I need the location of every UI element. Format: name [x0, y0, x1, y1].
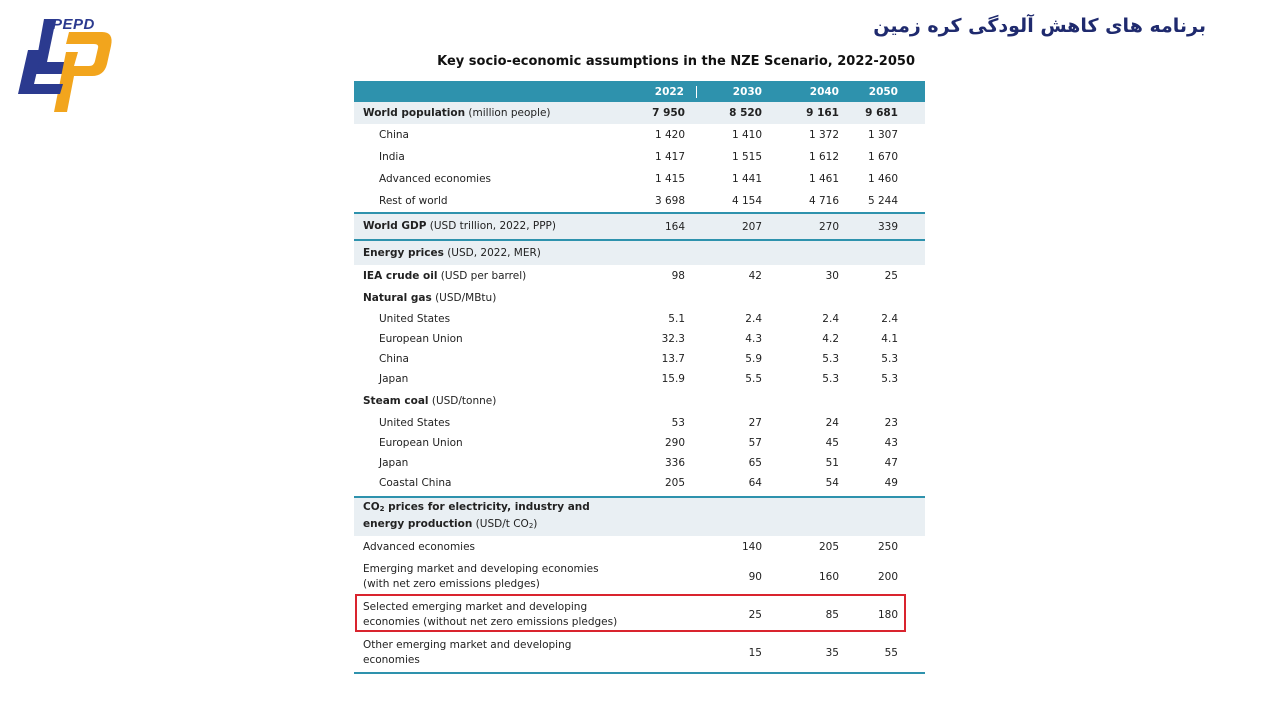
column-header: 2040 — [774, 86, 851, 98]
table-cell: 2.4 — [745, 313, 762, 325]
table-row — [354, 309, 925, 329]
table-cell: 1 307 — [867, 129, 898, 141]
table-cell: 85 — [825, 609, 839, 621]
table-cell: 2.4 — [822, 313, 839, 325]
table-cell: 1 441 — [731, 173, 762, 185]
table-cell: 24 — [825, 417, 839, 429]
table-row — [354, 190, 925, 212]
table-cell: 65 — [748, 457, 762, 469]
table-title: Key socio-economic assumptions in the NZE Scenario, 2022-2050 — [437, 54, 915, 69]
table-cell: 54 — [825, 477, 839, 489]
table-cell: 205 — [818, 541, 839, 553]
table-cell: 5.3 — [881, 373, 898, 385]
table-cell: 32.3 — [661, 333, 685, 345]
assumptions-table — [354, 81, 925, 674]
row-label: China — [379, 352, 409, 365]
row-label: Energy prices — [363, 246, 444, 259]
row-label: Rest of world — [379, 194, 448, 207]
row-unit: (USD per barrel) — [437, 269, 527, 282]
table-cell: 2.4 — [881, 313, 898, 325]
table-cell: 290 — [664, 437, 685, 449]
row-unit: (USD/MBtu) — [431, 291, 497, 304]
table-cell: 336 — [664, 457, 685, 469]
table-cell: 5 244 — [867, 195, 898, 207]
table-cell: 1 461 — [808, 173, 839, 185]
table-cell: 9 161 — [806, 107, 839, 119]
table-row — [354, 413, 925, 433]
row-label: IEA crude oil — [363, 269, 438, 282]
table-row — [354, 329, 925, 349]
row-unit-subscript: 2 — [528, 522, 534, 530]
column-header: 2030 — [697, 86, 774, 98]
table-cell: 43 — [884, 437, 898, 449]
table-cell: 57 — [748, 437, 762, 449]
table-cell: 4.2 — [822, 333, 839, 345]
table-cell: 1 670 — [867, 151, 898, 163]
table-cell: 160 — [818, 571, 839, 583]
table-cell: 1 515 — [731, 151, 762, 163]
table-cell: 164 — [664, 220, 685, 233]
table-cell: 49 — [884, 477, 898, 489]
table-cell: 5.1 — [668, 313, 685, 325]
table-row-natural-gas — [354, 287, 925, 309]
row-label: United States — [379, 312, 451, 325]
table-row — [354, 369, 925, 389]
table-cell: 1 612 — [808, 151, 839, 163]
table-cell: 5.3 — [881, 353, 898, 365]
column-header: 2022 — [620, 86, 697, 98]
table-row — [354, 634, 925, 674]
table-row-world-gdp — [354, 212, 925, 241]
row-unit: (USD trillion, 2022, PPP) — [426, 220, 556, 232]
table-cell: 1 417 — [654, 151, 685, 163]
table-cell: 180 — [877, 609, 898, 621]
table-row — [354, 146, 925, 168]
table-row — [354, 536, 925, 558]
table-cell: 1 420 — [654, 129, 685, 141]
table-header-row — [354, 81, 925, 102]
table-row — [354, 433, 925, 453]
table-row — [354, 453, 925, 473]
table-row-crude-oil — [354, 265, 925, 287]
table-row-world-population — [354, 102, 925, 124]
table-cell: 5.3 — [822, 353, 839, 365]
table-cell: 5.5 — [745, 373, 762, 385]
table-cell: 339 — [877, 220, 898, 233]
row-label: Coastal China — [379, 476, 452, 489]
row-label: Advanced economies — [379, 172, 492, 185]
table-cell: 250 — [877, 541, 898, 553]
row-label: Emerging market and developing economies (with net zero emissions pledges) — [363, 563, 599, 590]
row-unit: (USD, 2022, MER) — [443, 246, 541, 259]
table-row-co2-prices — [354, 496, 925, 536]
table-cell: 4.3 — [745, 333, 762, 345]
table-cell: 25 — [748, 609, 762, 621]
table-cell: 1 415 — [654, 173, 685, 185]
table-cell: 64 — [748, 477, 762, 489]
table-cell: 35 — [825, 647, 839, 659]
table-row — [354, 168, 925, 190]
row-label: China — [379, 128, 409, 141]
table-cell: 51 — [825, 457, 839, 469]
table-cell: 1 460 — [867, 173, 898, 185]
table-cell: 5.9 — [745, 353, 762, 365]
table-cell: 13.7 — [661, 353, 685, 365]
table-cell: 23 — [884, 417, 898, 429]
table-cell: 47 — [884, 457, 898, 469]
row-label: Other emerging market and developing economies — [363, 639, 572, 666]
table-cell: 140 — [741, 541, 762, 553]
page-title: برنامه های کاهش آلودگی کره زمین — [873, 15, 1206, 37]
row-label: Selected emerging market and developing economies (without net zero emissions pledges) — [363, 601, 618, 628]
table-row-steam-coal — [354, 389, 925, 413]
table-cell: 42 — [748, 270, 762, 282]
row-label: United States — [379, 416, 451, 429]
row-unit: (USD/t CO — [472, 518, 529, 530]
table-cell: 200 — [877, 571, 898, 583]
table-cell: 5.3 — [822, 373, 839, 385]
table-cell: 4.1 — [881, 333, 898, 345]
table-cell: 98 — [671, 270, 685, 282]
table-cell: 205 — [664, 477, 685, 489]
table-cell: 25 — [884, 270, 898, 282]
table-cell: 270 — [818, 220, 839, 233]
table-row — [354, 349, 925, 369]
table-cell: 30 — [825, 270, 839, 282]
row-label: Natural gas — [363, 291, 432, 304]
row-label: World population — [363, 106, 466, 119]
row-label-subscript: 2 — [379, 505, 385, 513]
table-cell: 53 — [671, 417, 685, 429]
row-label: CO — [363, 501, 380, 513]
table-cell: 45 — [825, 437, 839, 449]
column-header: 2050 — [851, 86, 925, 98]
row-label: Steam coal — [363, 394, 429, 407]
table-cell: 15.9 — [661, 373, 685, 385]
table-cell: 27 — [748, 417, 762, 429]
table-cell: 55 — [884, 647, 898, 659]
table-cell: 15 — [748, 647, 762, 659]
table-row — [354, 473, 925, 493]
row-unit: (USD/tonne) — [428, 394, 497, 407]
table-cell: 90 — [748, 571, 762, 583]
row-label: European Union — [379, 436, 463, 449]
table-cell: 207 — [741, 220, 762, 233]
table-cell: 3 698 — [654, 195, 685, 207]
row-label: Advanced economies — [363, 540, 476, 553]
row-label: India — [379, 150, 405, 163]
table-row-energy-prices — [354, 241, 925, 265]
table-cell: 1 372 — [808, 129, 839, 141]
logo-text: PEPD — [52, 16, 95, 33]
table-cell: 1 410 — [731, 129, 762, 141]
row-label: Japan — [379, 372, 409, 385]
table-row-highlighted — [354, 596, 925, 634]
table-cell: 8 520 — [729, 107, 762, 119]
row-label: European Union — [379, 332, 463, 345]
table-cell: 7 950 — [652, 107, 685, 119]
table-row — [354, 124, 925, 146]
row-unit: ) — [533, 518, 538, 530]
row-unit: (million people) — [465, 106, 551, 119]
row-label: World GDP — [363, 220, 427, 232]
table-cell: 4 154 — [731, 195, 762, 207]
row-label: prices for electricity, industry and energy production — [363, 501, 590, 530]
table-cell: 9 681 — [865, 107, 898, 119]
table-row — [354, 558, 925, 596]
table-cell: 4 716 — [808, 195, 839, 207]
row-label: Japan — [379, 456, 409, 469]
